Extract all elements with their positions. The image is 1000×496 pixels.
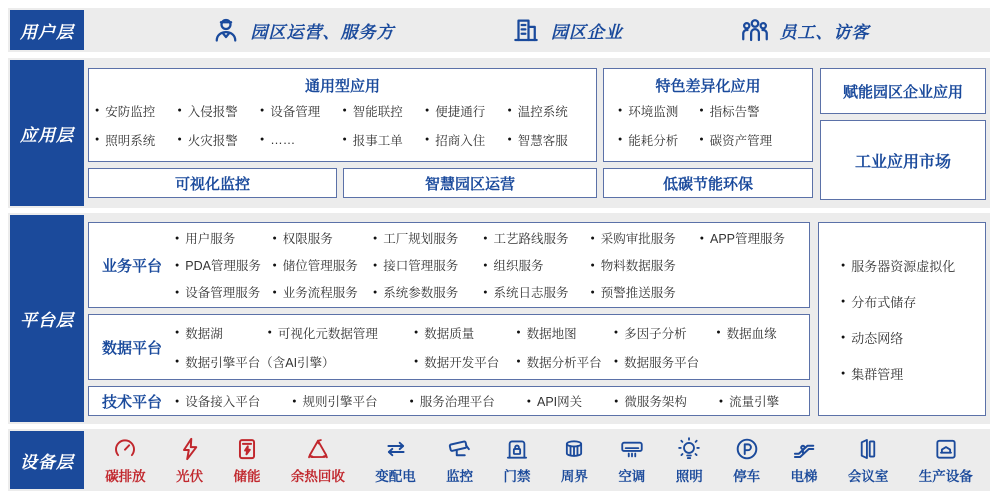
device-label: 变配电 — [375, 468, 416, 484]
bullet-item: ● 系统日志服务 — [483, 283, 590, 301]
tech-platform-box — [88, 386, 810, 416]
general-apps-title: 通用型应用 — [304, 78, 380, 95]
gauge-icon — [112, 436, 138, 462]
featured-apps-title: 特色差异化应用 — [655, 78, 761, 95]
device-surveillance — [446, 436, 473, 485]
access-lock-icon — [504, 436, 530, 462]
bullet-item: ● 数据分析平台 — [516, 353, 614, 371]
device-parking — [733, 436, 760, 485]
device-energy-storage — [233, 436, 260, 485]
bullet-item: ● 组织服务 — [483, 256, 590, 274]
bullet-item: ● 指标告警 — [699, 102, 798, 120]
general-apps-box — [88, 68, 597, 162]
device-heat-recovery — [291, 436, 345, 485]
user-item-label: 园区企业 — [551, 22, 623, 42]
application-layer-band — [8, 58, 990, 208]
general-apps-row — [89, 96, 596, 125]
bullet-item: ● 设备管理 — [260, 102, 343, 120]
device-label: 生产设备 — [918, 468, 973, 484]
bullet-item: ● 业务流程服务 — [273, 283, 373, 301]
bullet-item: ● 流量引擎 — [719, 392, 779, 410]
device-perimeter — [561, 436, 588, 485]
device-layer-band — [8, 429, 990, 491]
user-item-enterprise — [511, 15, 623, 45]
parking-icon — [734, 436, 760, 462]
bullet-item: ● 数据开发平台 — [414, 353, 516, 371]
tech-platform-title: 技术平台 — [101, 393, 162, 411]
business-platform-row — [175, 252, 809, 279]
bullet-item: ● 工厂规划服务 — [373, 229, 483, 247]
device-label: 电梯 — [790, 468, 818, 484]
recycle-icon — [305, 436, 331, 462]
device-power-distribution — [375, 436, 416, 485]
bullet-item: ● 智慧客服 — [508, 131, 591, 149]
application-layer-label: 应用层 — [10, 60, 84, 206]
empower-apps-box — [820, 68, 986, 114]
ac-icon — [619, 436, 645, 462]
bullet-item: ● 温控系统 — [508, 102, 591, 120]
perimeter-icon — [561, 436, 587, 462]
worker-icon — [211, 15, 241, 45]
device-layer-label: 设备层 — [10, 431, 84, 489]
bullet-item: ● 集群管理 — [841, 364, 985, 383]
featured-apps-row — [604, 125, 812, 154]
device-carbon-emission — [105, 436, 146, 485]
data-platform-row — [175, 318, 809, 347]
infrastructure-items — [819, 223, 985, 415]
bullet-item: ● 分布式储存 — [841, 292, 985, 311]
bullet-item: ● 预警推送服务 — [591, 283, 700, 301]
low-carbon-title: 低碳节能环保 — [662, 175, 753, 193]
device-elevator — [790, 436, 817, 485]
user-item-label: 园区运营、服务方 — [250, 22, 395, 42]
data-platform-row — [175, 347, 809, 376]
bullet-item: ● 智能联控 — [343, 102, 426, 120]
bullet-item: ● 能耗分析 — [618, 131, 699, 149]
smart-park-operation-box — [343, 168, 597, 198]
user-item-label: 员工、访客 — [779, 22, 870, 42]
bullet-item: ● 接口管理服务 — [373, 256, 483, 274]
bullet-item: ● 系统参数服务 — [373, 283, 483, 301]
bullet-item: ● 数据血缘 — [716, 324, 809, 342]
empower-apps-title: 赋能园区企业应用 — [842, 83, 963, 101]
business-platform-row — [175, 225, 809, 252]
data-platform-title: 数据平台 — [101, 339, 162, 357]
bullet-item: ● 数据质量 — [414, 324, 516, 342]
bullet-item: ● 火灾报警 — [178, 131, 261, 149]
user-layer-label: 用户层 — [10, 10, 84, 50]
general-apps-row — [89, 125, 596, 154]
industrial-market-box — [820, 120, 986, 200]
device-lighting — [676, 436, 703, 485]
device-solar — [176, 436, 203, 485]
visual-monitoring-title: 可视化监控 — [174, 175, 250, 193]
bullet-item: ● 报事工单 — [343, 131, 426, 149]
low-carbon-box — [603, 168, 813, 198]
device-label: 门禁 — [503, 468, 531, 484]
bullet-item: ● 可视化元数据管理 — [268, 324, 414, 342]
device-meeting-room — [848, 436, 889, 485]
bullet-item: ● 设备管理服务 — [175, 283, 273, 301]
business-platform-title: 业务平台 — [101, 257, 162, 275]
bullet-item: ● 服务器资源虚拟化 — [841, 256, 985, 275]
people-icon — [740, 15, 770, 45]
bullet-item: ● 用户服务 — [175, 229, 273, 247]
device-label: 会议室 — [847, 468, 889, 484]
featured-apps-box — [603, 68, 813, 162]
user-layer-items — [94, 8, 986, 52]
bullet-item: ● 储位管理服务 — [273, 256, 373, 274]
device-access-control — [504, 436, 531, 485]
meeting-door-icon — [855, 436, 881, 462]
bullet-item: ● APP管理服务 — [700, 229, 809, 247]
device-air-conditioning — [618, 436, 645, 485]
cctv-icon — [447, 436, 473, 462]
bullet-item: ● 数据地图 — [516, 324, 614, 342]
bullet-item: ● 招商入住 — [425, 131, 508, 149]
bullet-item: ● API网关 — [527, 392, 582, 410]
visual-monitoring-box — [88, 168, 337, 198]
machine-icon — [933, 436, 959, 462]
bullet-item: ● …… — [260, 133, 343, 147]
bullet-item: ● 数据湖 — [175, 324, 268, 342]
user-item-operator — [211, 15, 395, 45]
bullet-item: ● 工艺路线服务 — [483, 229, 590, 247]
tech-platform-row — [175, 387, 809, 415]
bullet-item: ● 微服务架构 — [614, 392, 687, 410]
platform-layer-label: 平台层 — [10, 215, 84, 422]
battery-icon — [234, 436, 260, 462]
bullet-item: ● 采购审批服务 — [591, 229, 700, 247]
bullet-item: ● 数据引擎平台（含AI引擎） — [175, 353, 414, 371]
industrial-market-title: 工业应用市场 — [854, 153, 951, 171]
escalator-icon — [791, 436, 817, 462]
business-platform-row — [175, 279, 809, 306]
device-production-equipment — [919, 436, 973, 485]
device-label: 碳排放 — [105, 468, 146, 484]
bullet-item: ● 物料数据服务 — [591, 256, 700, 274]
bullet-item: ● 环境监测 — [618, 102, 699, 120]
smart-park-operation-title: 智慧园区运营 — [424, 175, 515, 193]
building-icon — [511, 15, 541, 45]
device-layer-items — [90, 433, 988, 487]
swap-arrows-icon — [383, 436, 409, 462]
device-label: 照明 — [675, 468, 703, 484]
platform-layer-band — [8, 213, 990, 424]
bullet-item: ● 照明系统 — [95, 131, 178, 149]
device-label: 周界 — [560, 468, 588, 484]
bullet-item: ● 数据服务平台 — [614, 353, 809, 371]
infrastructure-box — [818, 222, 986, 416]
data-platform-box — [88, 314, 810, 380]
bullet-item: ● 入侵报警 — [178, 102, 261, 120]
bullet-item: ● 多因子分析 — [614, 324, 716, 342]
bullet-item: ● 动态网络 — [841, 328, 985, 347]
user-item-staff-visitor — [740, 15, 870, 45]
bullet-item: ● 便捷通行 — [425, 102, 508, 120]
device-label: 余热回收 — [290, 468, 345, 484]
device-label: 监控 — [446, 468, 474, 484]
bullet-item: ● 设备接入平台 — [175, 392, 260, 410]
device-label: 空调 — [618, 468, 646, 484]
bullet-item: ● 碳资产管理 — [699, 131, 798, 149]
device-label: 光伏 — [176, 468, 204, 484]
data-platform-items — [175, 318, 809, 376]
bolt-icon — [177, 436, 203, 462]
device-label: 停车 — [733, 468, 761, 484]
bullet-item: ● 规则引擎平台 — [292, 392, 377, 410]
bullet-item: ● PDA管理服务 — [175, 256, 273, 274]
business-platform-box — [88, 222, 810, 308]
bullet-item: ● 权限服务 — [273, 229, 373, 247]
bullet-item: ● 安防监控 — [95, 102, 178, 120]
featured-apps-row — [604, 96, 812, 125]
bulb-icon — [676, 436, 702, 462]
business-platform-items — [175, 225, 809, 306]
device-label: 储能 — [233, 468, 261, 484]
user-layer-band — [8, 8, 990, 52]
bullet-item: ● 服务治理平台 — [410, 392, 495, 410]
